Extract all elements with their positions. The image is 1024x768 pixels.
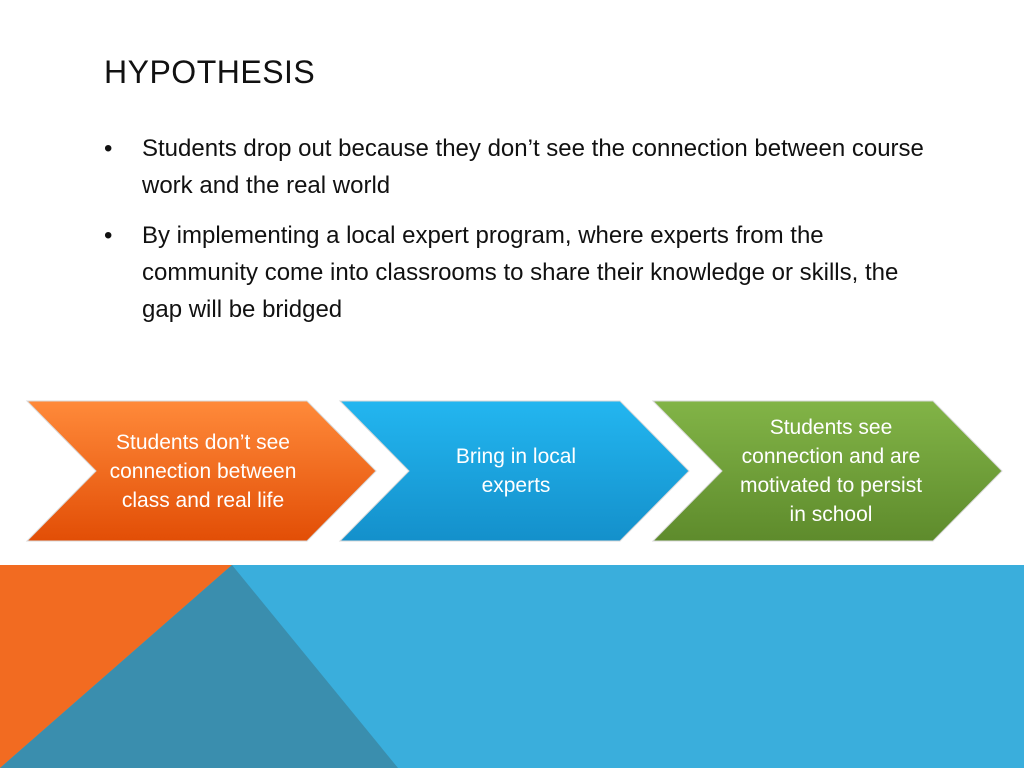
bullet-text: Students drop out because they don’t see the connection between course work and the real world	[142, 135, 924, 199]
bullet-glyph: •	[104, 222, 113, 249]
process-step-3-label: Students see connection and are motivated to persist in school	[739, 416, 923, 526]
process-step-1-label: Students don’t see connection between class and real life	[109, 430, 297, 512]
slide-title: HYPOTHESIS	[104, 54, 316, 90]
footer-band	[0, 565, 1024, 768]
bullet-glyph: •	[104, 135, 113, 162]
bullet-text: By implementing a local expert program, where experts from the community come into classrooms to share their knowledge or skills, the gap will be bridged	[142, 222, 899, 323]
process-step-2-label: Bring in local experts	[455, 445, 577, 497]
